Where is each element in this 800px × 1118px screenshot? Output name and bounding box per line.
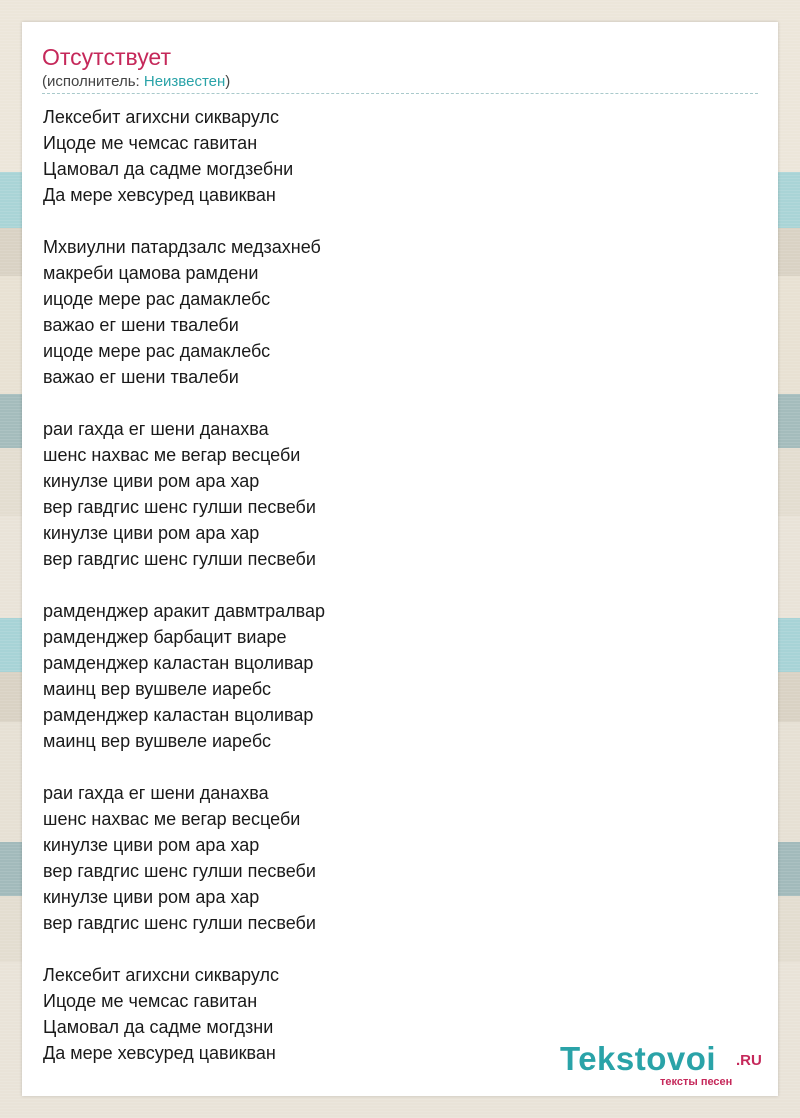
lyric-line: шенс нахвас ме вегар весцеби	[43, 445, 301, 465]
performer-line	[42, 73, 230, 91]
lyric-line: маинц вер вушвеле иаребс	[43, 731, 271, 751]
lyric-line: рамденджер аракит давмтралвар	[43, 601, 326, 621]
lyric-line: Да мере хевсуред цавикван	[43, 185, 276, 205]
performer-link[interactable]: Неизвестен	[143, 73, 226, 90]
performer-close: )	[225, 73, 231, 90]
lyric-line: рамденджер каластан вцоливар	[43, 705, 314, 725]
lyric-line: шенс нахвас ме вегар весцеби	[43, 809, 301, 829]
lyric-line: маинц вер вушвеле иаребс	[43, 679, 271, 699]
lyric-line: раи гахда ег шени данахва	[43, 419, 269, 439]
lyric-line: Мхвиулни патардзалс медзахнеб	[43, 237, 321, 257]
lyric-line: ицоде мере рас дамаклебс	[43, 289, 271, 309]
stanza	[43, 598, 325, 754]
lyric-line: вер гавдгис шенс гулши песвеби	[43, 861, 316, 881]
logo-domain: .RU	[736, 1052, 762, 1069]
header-divider	[42, 93, 758, 94]
lyric-line: кинулзе циви ром ара хар	[43, 835, 260, 855]
lyrics-page	[22, 22, 778, 1096]
stanza	[43, 234, 325, 390]
song-title: Отсутствует	[42, 44, 171, 70]
lyric-line: Ицоде ме чемсас гавитан	[43, 991, 258, 1011]
stanza	[43, 962, 325, 1066]
lyric-line: кинулзе циви ром ара хар	[43, 887, 260, 907]
stanza	[43, 416, 325, 572]
lyric-line: Цамовал да садме могдзни	[43, 1017, 274, 1037]
lyric-line: важао ег шени твалеби	[43, 367, 239, 387]
lyric-line: рамденджер барбацит виаре	[43, 627, 287, 647]
lyric-line: рамденджер каластан вцоливар	[43, 653, 314, 673]
lyric-line: важао ег шени твалеби	[43, 315, 239, 335]
stanza	[43, 780, 325, 936]
logo-tagline: тексты песен	[660, 1076, 733, 1088]
lyric-line: ицоде мере рас дамаклебс	[43, 341, 271, 361]
lyric-line: вер гавдгис шенс гулши песвеби	[43, 497, 316, 517]
lyric-line: вер гавдгис шенс гулши песвеби	[43, 913, 316, 933]
lyric-line: Лексебит агихсни сикварулс	[43, 965, 279, 985]
lyric-line: раи гахда ег шени данахва	[43, 783, 269, 803]
lyrics-body	[43, 104, 325, 1066]
lyric-line: вер гавдгис шенс гулши песвеби	[43, 549, 316, 569]
lyric-line: Да мере хевсуред цавикван	[43, 1043, 276, 1063]
lyric-line: кинулзе циви ром ара хар	[43, 471, 260, 491]
performer-label: (исполнитель:	[42, 73, 144, 90]
site-logo[interactable]	[560, 1040, 770, 1088]
lyric-line: кинулзе циви ром ара хар	[43, 523, 260, 543]
lyric-line: Цамовал да садме могдзебни	[43, 159, 294, 179]
lyric-line: Ицоде ме чемсас гавитан	[43, 133, 258, 153]
lyric-line: макреби цамова рамдени	[43, 263, 259, 283]
stanza	[43, 104, 325, 208]
lyric-line: Лексебит агихсни сикварулс	[43, 107, 279, 127]
logo-wordmark: Tekstovoi	[560, 1040, 717, 1077]
